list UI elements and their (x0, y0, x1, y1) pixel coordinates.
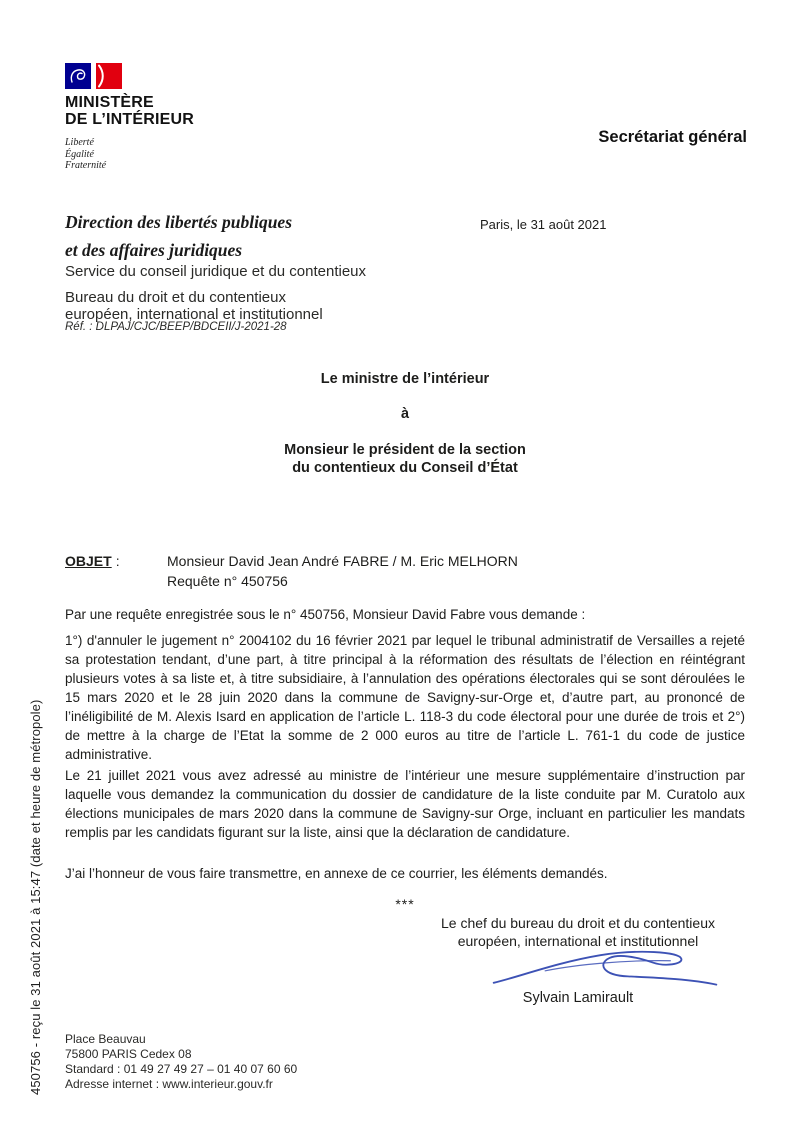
secretariat-general-heading: Secrétariat général (598, 128, 747, 146)
paragraph-intro: Par une requête enregistrée sous le n° 450756, Monsieur David Fabre vous demande : (65, 607, 586, 622)
motto-egalite: Égalité (65, 148, 94, 160)
signatory-name: Sylvain Lamirault (522, 990, 634, 1006)
footer-street: Place Beauvau (65, 1032, 146, 1046)
subject-block (65, 551, 518, 589)
signatory-title-line2: européen, international et institutionnel (457, 932, 699, 949)
paragraph-transmission: J’ai l’honneur de vous faire transmettre, en annexe de ce courrier, les éléments demandés. (65, 866, 608, 881)
republic-motto (65, 137, 194, 172)
recipient-title (0, 441, 810, 477)
ministry-name-line1: MINISTÈRE (65, 94, 154, 111)
subject-content (167, 551, 727, 591)
footer-address (65, 1032, 297, 1092)
bureau-line1: Bureau du droit et du contentieux (65, 289, 286, 306)
subject-colon: : (115, 553, 120, 569)
sender-title: Le ministre de l’intérieur (320, 371, 490, 387)
direction-line2: et des affaires juridiques (65, 240, 243, 260)
recipient-line2: du contentieux du Conseil d’État (292, 460, 518, 476)
french-flag-marianne-icon (65, 63, 123, 89)
bureau-line2: européen, international et institutionnel (65, 306, 323, 323)
asterisk-separator: *** (395, 896, 415, 912)
footer-phone: Standard : 01 49 27 49 27 – 01 40 07 60 60 (65, 1062, 298, 1076)
subject-case-number: Requête n° 450756 (167, 573, 288, 589)
footer-city: 75800 PARIS Cedex 08 (65, 1047, 192, 1061)
paragraph-instruction-request: Le 21 juillet 2021 vous avez adressé au ministre de l’intérieur une mesure supplémentaire d’instruction par laquelle vous demandez la communication du dossier de candidature de la liste conduite par M. Curatolo aux élections municipales de mars 2020 dans la commune de Savigny-sur Orge, incluant en particulier les mandats remplis par les candidats figurant sur la liste, ainsi que la déclaration de candidature. (65, 768, 745, 840)
subject-parties: Monsieur David Jean André FABRE / M. Eric MELHORN (167, 553, 518, 569)
footer-website: Adresse internet : www.interieur.gouv.fr (65, 1077, 273, 1091)
service-name: Service du conseil juridique et du contentieux (65, 263, 367, 280)
handwritten-signature (480, 946, 730, 992)
signature-block (408, 915, 748, 1008)
signatory-title-line1: Le chef du bureau du droit et du contentieux (441, 915, 715, 931)
direction-name (65, 208, 292, 264)
subject-label: OBJET (65, 553, 112, 569)
motto-liberte: Liberté (65, 137, 94, 148)
motto-fraternite: Fraternité (65, 160, 107, 171)
addressing-particle: à (400, 406, 410, 422)
recipient-line1: Monsieur le président de la section (284, 442, 526, 458)
ministry-name (65, 94, 194, 128)
ministry-name-line2: DE L’INTÉRIEUR (65, 111, 195, 128)
date-place: Paris, le 31 août 2021 (480, 217, 607, 232)
reference-number: Réf. : DLPAJ/CJC/BEEP/BDCEII/J-2021-28 (65, 321, 287, 333)
paragraph-demands: 1°) d'annuler le jugement n° 2004102 du 16 février 2021 par lequel le tribunal administratif de Versailles a rejeté sa protestation tendant, d’une part, à titre principal à la réformation des résultats de l’élection en réintégrant plusieurs votes à sa liste et, à titre subsidiaire, à l’annulation des opérations électorales qui se sont déroulées le 15 mars 2020 et le 28 juin 2020 dans la commune de Savigny-sur-Orge et, d’autre part, au prononcé de l’inéligibilité de M. Alexis Isard en application de l’article L. 118-3 du code électoral pour une durée de trois et 2°) de mettre à la charge de l’Etat la somme de 2 000 euros au titre de l’article L. 761-1 du code de justice administrative. (65, 633, 745, 762)
bureau-name (65, 289, 323, 323)
reception-stamp-vertical: 450756 - reçu le 31 août 2021 à 15:47 (date et heure de métropole) (28, 699, 43, 1095)
ministry-logo-block (65, 63, 194, 172)
signatory-title (408, 915, 748, 950)
direction-line1: Direction des libertés publiques (65, 212, 293, 232)
